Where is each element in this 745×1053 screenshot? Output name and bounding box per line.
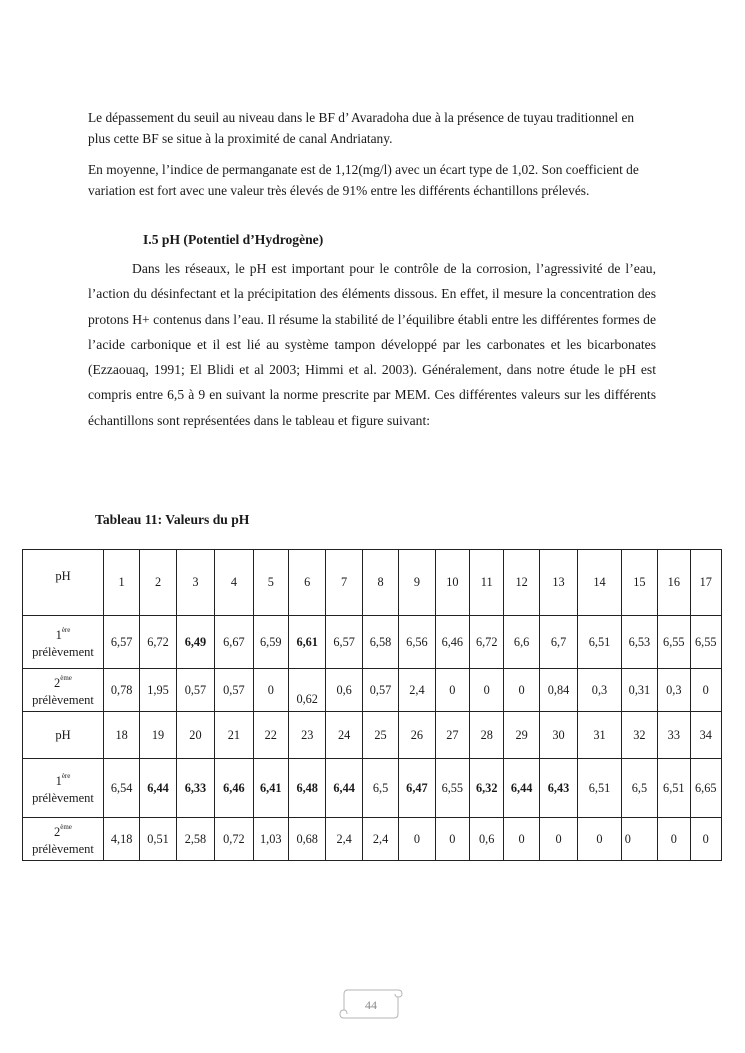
ph-value: 6,51: [658, 759, 690, 818]
ph-value: 6,47: [399, 759, 435, 818]
ordinal-number: 2: [54, 676, 61, 691]
ph-value: 6,53: [621, 616, 657, 669]
sampling-value: 2,4: [326, 818, 362, 861]
sample-number: 22: [253, 712, 288, 759]
sample-number: 9: [399, 550, 435, 616]
sample-number: 18: [103, 712, 139, 759]
row-label-word: prélèvement: [32, 841, 94, 856]
ph-value: 6,5: [362, 759, 398, 818]
sampling-value: 1,03: [253, 818, 288, 861]
sample-number: 4: [215, 550, 253, 616]
page-number: 44: [365, 998, 377, 1012]
sampling-value: [289, 669, 326, 712]
row-label-ph: pH: [23, 550, 104, 616]
sample-number: 14: [578, 550, 621, 616]
ph-value: 6,46: [435, 616, 469, 669]
sampling-value: 0,31: [621, 669, 657, 712]
sampling-value: 2,58: [176, 818, 214, 861]
table-caption: Tableau 11: Valeurs du pH: [95, 512, 250, 527]
table-row-first-sampling-2: [23, 759, 722, 818]
sampling-value: 0,57: [176, 669, 214, 712]
sample-number: 29: [504, 712, 539, 759]
sample-number: 19: [140, 712, 176, 759]
sample-number: 23: [289, 712, 326, 759]
ph-value: 6,59: [253, 616, 288, 669]
ph-value: 6,46: [215, 759, 253, 818]
ph-value: 6,65: [690, 759, 722, 818]
sampling-value: 0: [658, 818, 690, 861]
ordinal-number: 1: [55, 628, 62, 643]
sample-number: 13: [539, 550, 577, 616]
ph-value: 6,54: [103, 759, 139, 818]
ph-value: 6,48: [289, 759, 326, 818]
ordinal-suffix: ème: [60, 674, 72, 683]
sample-number: 3: [176, 550, 214, 616]
ph-value: 6,32: [470, 759, 504, 818]
sampling-value: 0: [470, 669, 504, 712]
ph-value: 6,44: [326, 759, 362, 818]
ph-value: 6,49: [176, 616, 214, 669]
table-row-header-2: [23, 712, 722, 759]
ordinal-suffix: ère: [61, 772, 71, 781]
ph-value: 6,51: [578, 759, 621, 818]
ph-value: 6,55: [658, 616, 690, 669]
sample-number: 17: [690, 550, 722, 616]
ph-value: 6,58: [362, 616, 398, 669]
sampling-value: 0: [504, 818, 539, 861]
sampling-value: 0: [690, 669, 722, 712]
table-row-header-1: [23, 550, 722, 616]
row-label-word: prélèvement: [32, 692, 94, 707]
section-body-ph: Dans les réseaux, le pH est important pour le contrôle de la corrosion, l’agressivité de l’eau, l’action du désinfectant et la précipitation des éléments dissous. En effet, il mesure la concentration des protons H+ contenus dans l’eau. Il résume la stabilité de l’équilibre établi entre les différentes formes de l’acide carbonique et il est lié au système tampon développé par les carbonates et les bicarbonates (Ezzaouaq, 1991; El Blidi et al 2003; Himmi et al. 2003). Généralement, dans notre étude le pH est compris entre 6,5 à 9 en suivant la norme prescrite par MEM. Ces différentes valeurs sur les différents échantillons sont représentées dans le tableau et figure suivant:: [88, 261, 656, 428]
sampling-value: 4,18: [103, 818, 139, 861]
ph-value: 6,55: [690, 616, 722, 669]
sampling-value: 2,4: [399, 669, 435, 712]
sample-number: 5: [253, 550, 288, 616]
sampling-value: 0: [399, 818, 435, 861]
ph-value: 6,67: [215, 616, 253, 669]
sample-number: 8: [362, 550, 398, 616]
sampling-value: 0,51: [140, 818, 176, 861]
page-number-scroll: [338, 984, 404, 1020]
section-heading-ph: I.5 pH (Potentiel d’Hydrogène): [143, 232, 324, 247]
sample-number: 12: [504, 550, 539, 616]
sample-number: 7: [326, 550, 362, 616]
ordinal-suffix: ère: [61, 626, 71, 635]
ph-value: 6,5: [621, 759, 657, 818]
sampling-value: 0: [578, 818, 621, 861]
ordinal-suffix: ème: [60, 823, 72, 832]
sampling-value: 0: [621, 818, 657, 861]
sampling-value: 0,6: [470, 818, 504, 861]
sampling-value-text: 0,62: [296, 691, 318, 706]
ph-value: 6,44: [140, 759, 176, 818]
sample-number: 30: [539, 712, 577, 759]
ph-value: 6,51: [578, 616, 621, 669]
ph-value: 6,61: [289, 616, 326, 669]
ph-value: 6,43: [539, 759, 577, 818]
ph-value: 6,55: [435, 759, 469, 818]
sampling-value: 0: [253, 669, 288, 712]
paragraph-permanganate: En moyenne, l’indice de permanganate est de 1,12(mg/l) avec un écart type de 1,02. Son coefficient de variation est fort avec une valeur très élevés de 91% entre les différents échantillons prélevés.: [88, 162, 639, 198]
sampling-value: 0: [504, 669, 539, 712]
ph-value: 6,57: [326, 616, 362, 669]
sample-number: 20: [176, 712, 214, 759]
row-label-ph: pH: [23, 712, 104, 759]
sample-number: 6: [289, 550, 326, 616]
sampling-value: 0,84: [539, 669, 577, 712]
ph-value: 6,57: [103, 616, 139, 669]
row-label-word: prélèvement: [32, 790, 94, 805]
row-label-second-sampling: [23, 669, 104, 712]
ph-value: 6,41: [253, 759, 288, 818]
sampling-value: 2,4: [362, 818, 398, 861]
sampling-value: 0,57: [362, 669, 398, 712]
sample-number: 15: [621, 550, 657, 616]
ph-value: 6,56: [399, 616, 435, 669]
sample-number: 16: [658, 550, 690, 616]
table-row-second-sampling-2: [23, 818, 722, 861]
row-label-first-sampling: [23, 616, 104, 669]
sample-number: 32: [621, 712, 657, 759]
sampling-value: 0,57: [215, 669, 253, 712]
sampling-value: 1,95: [140, 669, 176, 712]
sample-number: 1: [103, 550, 139, 616]
sampling-value: 0,72: [215, 818, 253, 861]
sample-number: 26: [399, 712, 435, 759]
paragraph-avaradoha: Le dépassement du seuil au niveau dans le BF d’ Avaradoha due à la présence de tuyau traditionnel en plus cette BF se situe à la proximité de canal Andriatany.: [88, 110, 635, 146]
sample-number: 25: [362, 712, 398, 759]
table-row-second-sampling-1: [23, 669, 722, 712]
sample-number: 31: [578, 712, 621, 759]
ph-value: 6,33: [176, 759, 214, 818]
sample-number: 28: [470, 712, 504, 759]
sampling-value: 0: [435, 818, 469, 861]
row-label-second-sampling: [23, 818, 104, 861]
table-row-first-sampling-1: [23, 616, 722, 669]
sample-number: 10: [435, 550, 469, 616]
sampling-value: 0,78: [103, 669, 139, 712]
sample-number: 27: [435, 712, 469, 759]
ph-value: 6,44: [504, 759, 539, 818]
sampling-value: 0,68: [289, 818, 326, 861]
sampling-value: 0: [690, 818, 722, 861]
ph-value: 6,72: [140, 616, 176, 669]
sample-number: 11: [470, 550, 504, 616]
sample-number: 24: [326, 712, 362, 759]
row-label-first-sampling: [23, 759, 104, 818]
sample-number: 33: [658, 712, 690, 759]
ordinal-number: 2: [54, 825, 61, 840]
sampling-value: 0: [539, 818, 577, 861]
ph-value: 6,7: [539, 616, 577, 669]
ph-value: 6,6: [504, 616, 539, 669]
sampling-value: 0,3: [578, 669, 621, 712]
sample-number: 2: [140, 550, 176, 616]
sample-number: 21: [215, 712, 253, 759]
sample-number: 34: [690, 712, 722, 759]
sampling-value: 0: [435, 669, 469, 712]
ph-values-table: [22, 549, 722, 861]
sampling-value: 0,6: [326, 669, 362, 712]
row-label-word: prélèvement: [32, 644, 94, 659]
ordinal-number: 1: [55, 774, 62, 789]
sampling-value: 0,3: [658, 669, 690, 712]
ph-value: 6,72: [470, 616, 504, 669]
